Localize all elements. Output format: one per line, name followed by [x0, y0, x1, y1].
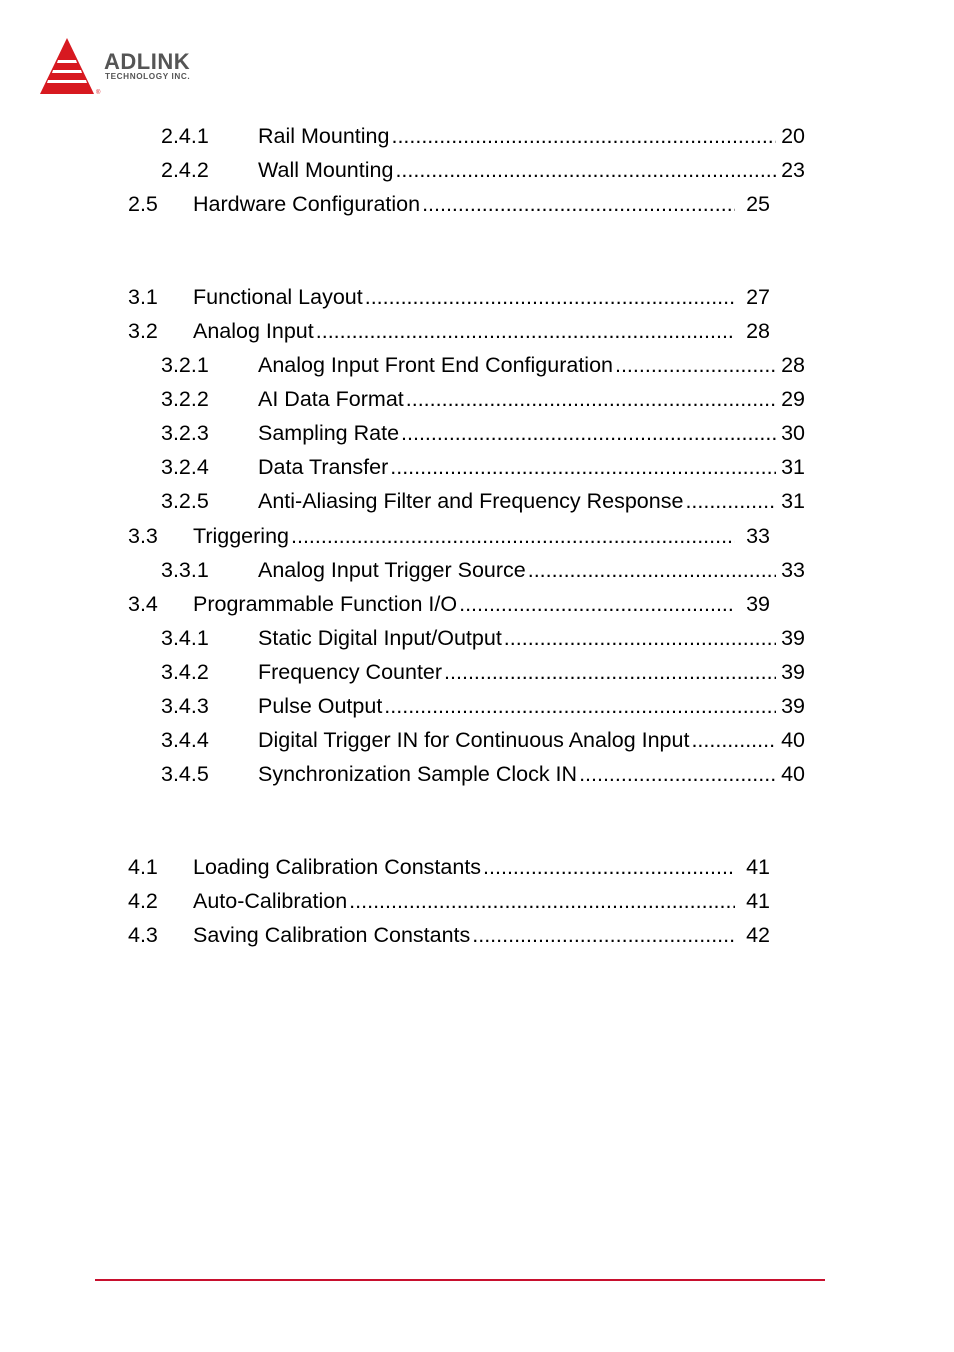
toc-entry-page: 20 [781, 124, 805, 148]
toc-entry-page: 28 [746, 319, 770, 343]
toc-entry-number: 3.2.4 [161, 455, 209, 479]
toc-entry-title: Functional Layout [193, 285, 363, 309]
toc-dot-leader [349, 887, 735, 915]
toc-entry-title: Auto-Calibration [193, 889, 348, 913]
toc-entry[interactable] [161, 453, 805, 481]
toc-entry-title: AI Data Format [258, 387, 404, 411]
toc-entry-page: 33 [781, 558, 805, 582]
toc-dot-leader [459, 590, 735, 618]
toc-entry-page: 30 [781, 421, 805, 445]
toc-entry-page: 25 [746, 192, 770, 216]
brand-name: ADLINK [104, 49, 191, 74]
toc-entry[interactable] [161, 156, 805, 184]
toc-entry-number: 3.2.5 [161, 489, 209, 513]
toc-entry-page: 40 [781, 728, 805, 752]
adlink-triangle-icon [38, 36, 238, 100]
toc-entry-number: 4.3 [128, 923, 158, 947]
toc-entry[interactable] [161, 419, 805, 447]
toc-entry-title: Rail Mounting [258, 124, 390, 148]
toc-dot-leader [384, 692, 776, 720]
toc-dot-leader [365, 283, 735, 311]
toc-entry[interactable] [128, 283, 770, 311]
toc-entry[interactable] [161, 556, 805, 584]
toc-entry-page: 23 [781, 158, 805, 182]
toc-dot-leader [579, 760, 776, 788]
toc-dot-leader [528, 556, 776, 584]
toc-entry-title: Wall Mounting [258, 158, 394, 182]
toc-entry-number: 3.2.1 [161, 353, 209, 377]
toc-entry-number: 3.4.5 [161, 762, 209, 786]
toc-entry-number: 3.4.1 [161, 626, 209, 650]
toc-entry-title: Frequency Counter [258, 660, 443, 684]
toc-entry-page: 39 [746, 592, 770, 616]
toc-entry-title: Analog Input Front End Configuration [258, 353, 613, 377]
toc-entry[interactable] [128, 522, 770, 550]
adlink-logo [38, 36, 238, 100]
toc-dot-leader [422, 190, 735, 218]
toc-entry-title: Anti-Aliasing Filter and Frequency Response [258, 489, 684, 513]
toc-dot-leader [444, 658, 776, 686]
toc-entry-page: 27 [746, 285, 770, 309]
toc-entry-title: Loading Calibration Constants [193, 855, 482, 879]
toc-entry[interactable] [128, 590, 770, 618]
toc-entry[interactable] [161, 726, 805, 754]
toc-entry-page: 42 [746, 923, 770, 947]
toc-dot-leader [685, 487, 776, 515]
toc-dot-leader [401, 419, 776, 447]
toc-entry[interactable] [161, 760, 805, 788]
toc-dot-leader [291, 522, 735, 550]
toc-dot-leader [691, 726, 776, 754]
toc-entry-page: 31 [781, 489, 805, 513]
toc-entry-number: 3.2.2 [161, 387, 209, 411]
toc-entry[interactable] [128, 190, 770, 218]
toc-entry-number: 4.1 [128, 855, 158, 879]
toc-entry-title: Synchronization Sample Clock IN [258, 762, 578, 786]
toc-entry[interactable] [161, 351, 805, 379]
toc-entry[interactable] [128, 921, 770, 949]
toc-dot-leader [472, 921, 735, 949]
toc-entry-title: Saving Calibration Constants [193, 923, 471, 947]
toc-entry[interactable] [128, 887, 770, 915]
toc-entry-number: 3.2 [128, 319, 158, 343]
footer-divider [95, 1279, 825, 1281]
toc-dot-leader [483, 853, 735, 881]
brand-tagline: TECHNOLOGY INC. [105, 72, 191, 81]
toc-entry[interactable] [161, 487, 805, 515]
toc-entry-number: 3.4 [128, 592, 158, 616]
toc-dot-leader [316, 317, 735, 345]
toc-entry-page: 41 [746, 855, 770, 879]
toc-entry-number: 3.3.1 [161, 558, 209, 582]
toc-entry-number: 3.4.4 [161, 728, 209, 752]
toc-entry-number: 2.5 [128, 192, 158, 216]
toc-entry-title: Programmable Function I/O [193, 592, 458, 616]
toc-entry[interactable] [161, 624, 805, 652]
toc-entry-title: Data Transfer [258, 455, 389, 479]
toc-entry-page: 29 [781, 387, 805, 411]
toc-entry-number: 3.4.3 [161, 694, 209, 718]
toc-entry-number: 4.2 [128, 889, 158, 913]
toc-entry-page: 40 [781, 762, 805, 786]
toc-dot-leader [391, 122, 776, 150]
toc-entry-page: 41 [746, 889, 770, 913]
registered-mark: ® [96, 90, 101, 96]
toc-entry-number: 3.4.2 [161, 660, 209, 684]
toc-entry-title: Sampling Rate [258, 421, 400, 445]
toc-entry-page: 31 [781, 455, 805, 479]
toc-dot-leader [615, 351, 776, 379]
toc-entry[interactable] [161, 692, 805, 720]
toc-entry-page: 39 [781, 660, 805, 684]
toc-entry[interactable] [161, 122, 805, 150]
toc-entry-title: Triggering [193, 524, 289, 548]
toc-entry-number: 3.3 [128, 524, 158, 548]
toc-entry-page: 39 [781, 626, 805, 650]
toc-entry[interactable] [128, 853, 770, 881]
toc-dot-leader [395, 156, 776, 184]
toc-entry[interactable] [161, 658, 805, 686]
toc-entry-title: Analog Input Trigger Source [258, 558, 526, 582]
toc-dot-leader [390, 453, 776, 481]
toc-entry-title: Analog Input [193, 319, 314, 343]
toc-entry-page: 33 [746, 524, 770, 548]
toc-entry-title: Pulse Output [258, 694, 383, 718]
toc-entry-title: Hardware Configuration [193, 192, 421, 216]
toc-entry[interactable] [161, 385, 805, 413]
toc-entry-page: 28 [781, 353, 805, 377]
toc-entry[interactable] [128, 317, 770, 345]
toc-entry-number: 3.1 [128, 285, 158, 309]
toc-entry-title: Digital Trigger IN for Continuous Analog Input [258, 728, 690, 752]
toc-entry-number: 2.4.2 [161, 158, 209, 182]
toc-dot-leader [406, 385, 776, 413]
toc-entry-number: 2.4.1 [161, 124, 209, 148]
toc-dot-leader [504, 624, 776, 652]
toc-entry-number: 3.2.3 [161, 421, 209, 445]
toc-entry-title: Static Digital Input/Output [258, 626, 502, 650]
toc-entry-page: 39 [781, 694, 805, 718]
